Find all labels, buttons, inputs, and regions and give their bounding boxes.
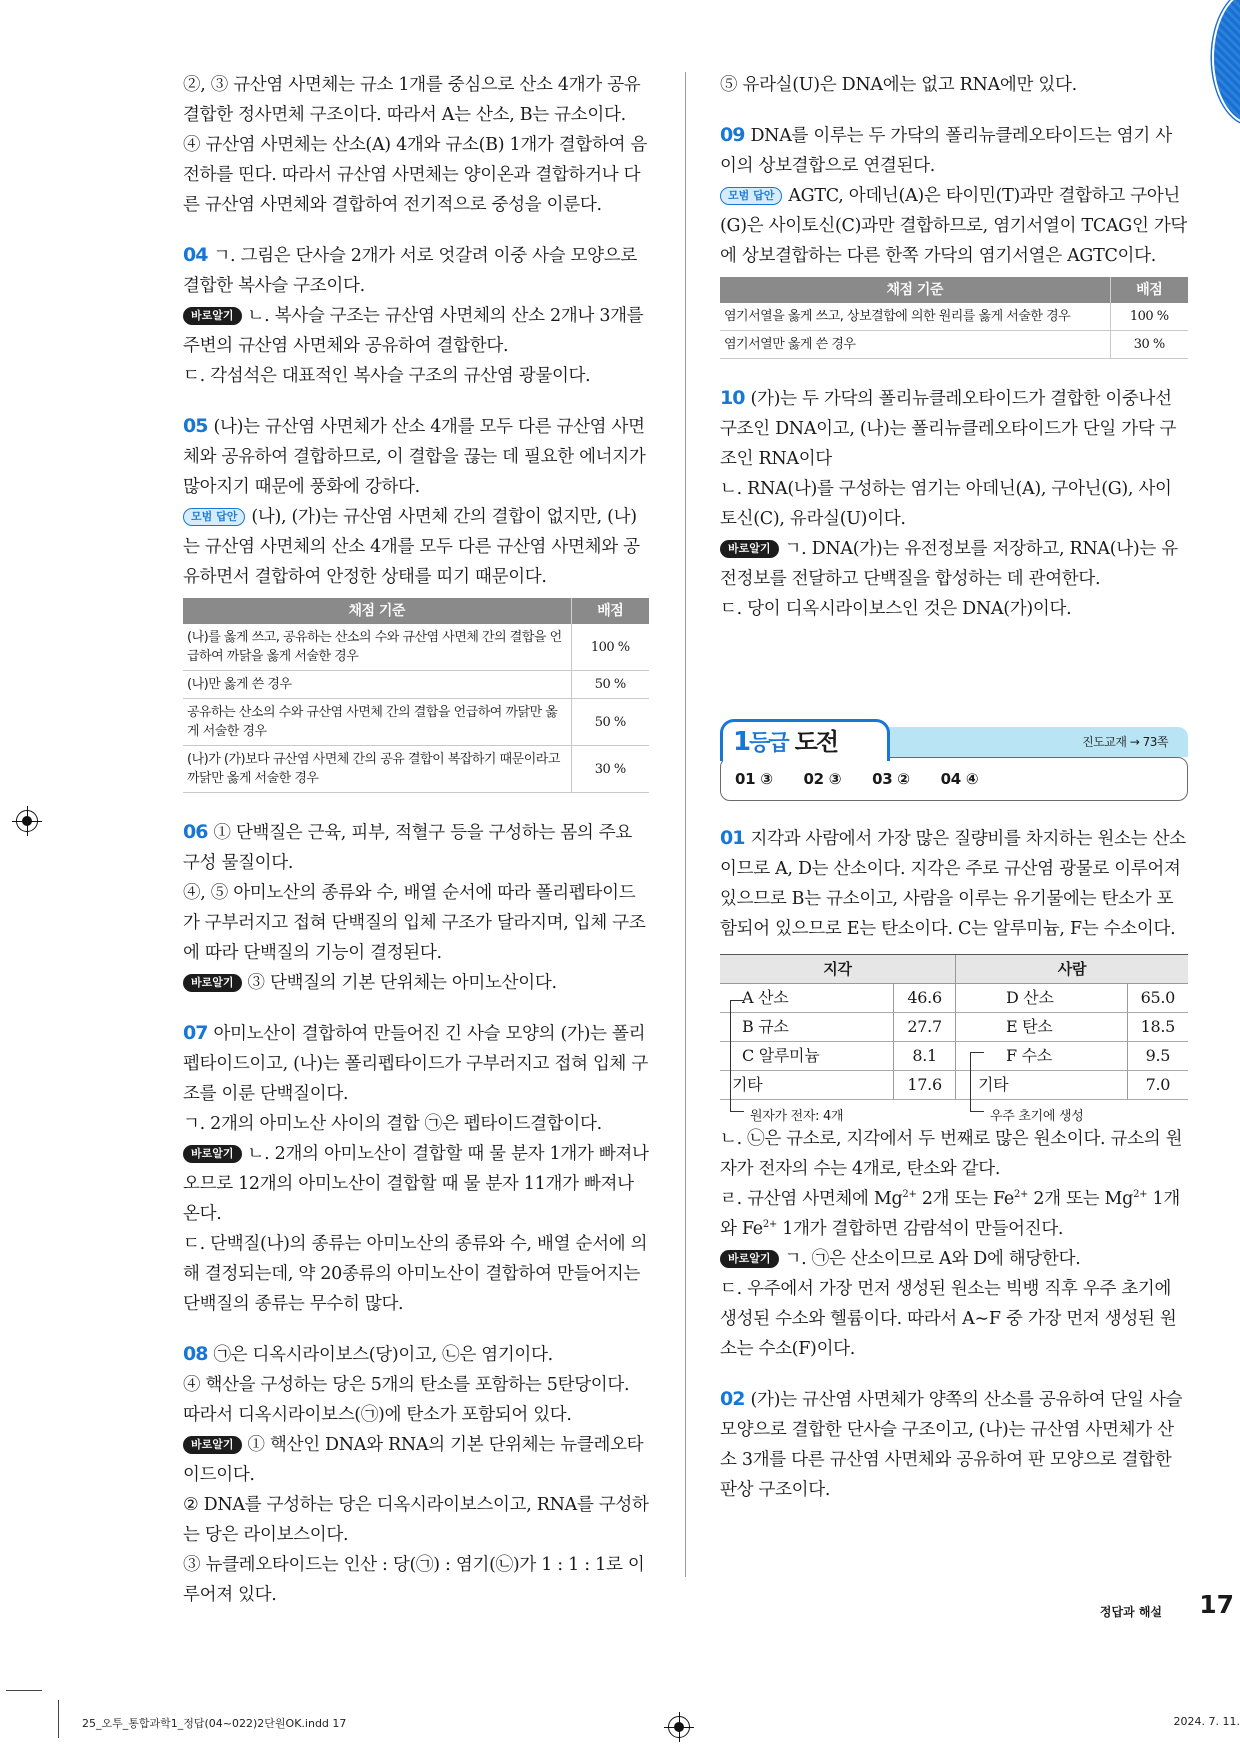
question-number: 05: [183, 415, 208, 437]
challenge-title: 1등급 도전: [720, 719, 890, 761]
paragraph: DNA를 이루는 두 가닥의 폴리뉴클레오타이드는 염기 사이의 상보결합으로 연결된다.: [720, 126, 1172, 176]
question-number: 07: [183, 1022, 208, 1044]
paragraph: ① 핵산인 DNA와 RNA의 기본 단위체는 뉴클레오타이드이다.: [183, 1435, 644, 1485]
paragraph: ㉠은 디옥시라이보스(당)이고, ㉡은 염기이다.: [213, 1345, 553, 1365]
paragraph: ②, ③ 규산염 사면체는 규소 1개를 중심으로 산소 4개가 공유결합한 정사면체 구조이다. 따라서 A는 산소, B는 규소이다.: [183, 75, 641, 125]
paragraph: ㄷ. 각섬석은 대표적인 복사슬 구조의 규산염 광물이다.: [183, 366, 591, 386]
table-row: C 알루미늄 8.1 F 수소 9.5: [720, 1042, 1188, 1071]
annotation-early-universe: 우주 초기에 생성: [990, 1109, 1084, 1124]
answer-key-item: 03 ②: [872, 770, 910, 788]
table-row: [183, 624, 649, 671]
table-cell: 100 %: [571, 624, 649, 671]
paragraph: (가)는 규산염 사면체가 양쪽의 산소를 공유하여 단일 사슬 모양으로 결합한 단사슬 구조이고, (나)는 규산염 사면체가 산소 3개를 다른 규산염 사면체와 공유하여 판 모양으로 결합한 판상 구조이다.: [720, 1390, 1183, 1500]
left-column: [183, 70, 649, 1610]
paragraph: ① 단백질은 근육, 피부, 적혈구 등을 구성하는 몸의 주요 구성 물질이다.: [183, 823, 632, 873]
paragraph: ㄴ. 2개의 아미노산이 결합할 때 물 분자 1개가 빠져나오므로 12개의 아미노산이 결합할 때 물 분자 11개가 빠져나온다.: [183, 1144, 649, 1224]
right-column: [720, 70, 1188, 1505]
paragraph: ㄴ. ㉡은 규소로, 지각에서 두 번째로 많은 원소이다. 규소의 원자가 전자의 수는 4개로, 탄소와 같다.: [720, 1129, 1183, 1179]
registration-mark-bottom: [668, 1716, 690, 1738]
chapter-tab-badge: [1212, 0, 1240, 125]
paragraph: ③ 뉴클레오타이드는 인산 : 당(㉠) : 염기(㉡)가 1 : 1 : 1로 이루어져 있다.: [183, 1555, 645, 1605]
column-divider: [685, 72, 686, 1577]
table-row: A 산소 46.6 D 산소 65.0: [720, 984, 1188, 1013]
column-header: 채점 기준: [720, 277, 1110, 303]
paragraph: ② DNA를 구성하는 당은 디옥시라이보스이고, RNA를 구성하는 당은 라이보스이다.: [183, 1495, 649, 1545]
question-number: 09: [720, 124, 745, 146]
footer-section-label: 정답과 해설: [1099, 1605, 1162, 1619]
grading-table: [183, 598, 649, 793]
table-cell: 염기서열을 옳게 쓰고, 상보결합에 의한 원리를 옳게 서술한 경우: [720, 303, 1110, 331]
model-answer-badge: 모범 답안: [720, 187, 782, 205]
grade1-challenge-header: [720, 719, 1188, 799]
paragraph: ④, ⑤ 아미노산의 종류와 수, 배열 순서에 따라 폴리펩타이드가 구부러지고 접혀 단백질의 입체 구조가 달라지며, 입체 구조에 따라 단백질의 기능이 결정된다.: [183, 883, 646, 963]
wrong-answer-badge: 바로알기: [183, 307, 242, 325]
question-number: 02: [720, 1388, 745, 1410]
question-number: 06: [183, 821, 208, 843]
paragraph: 아미노산이 결합하여 만들어진 긴 사슬 모양의 (가)는 폴리펩타이드이고, (나)는 폴리펩타이드가 구부러지고 접혀 입체 구조를 이룬 단백질이다.: [183, 1024, 649, 1104]
paragraph: ④ 규산염 사면체는 산소(A) 4개와 규소(B) 1개가 결합하여 음전하를 띤다. 따라서 규산염 사면체는 양이온과 결합하거나 다른 규산염 사면체와 결합하여 전기적으로 중성을 이룬다.: [183, 135, 648, 215]
crop-mark: [6, 1690, 42, 1691]
wrong-answer-badge: 바로알기: [183, 974, 242, 992]
answer-10: [720, 383, 1188, 624]
column-header: 사람: [955, 955, 1188, 984]
column-header: 배점: [1110, 277, 1188, 303]
wrong-answer-badge: 바로알기: [183, 1436, 242, 1454]
q08-continuation: [720, 70, 1188, 100]
paragraph: ㄱ. 2개의 아미노산 사이의 결합 ㉠은 펩타이드결합이다.: [183, 1114, 602, 1134]
paragraph: ㄷ. 단백질(나)의 종류는 아미노산의 종류와 수, 배열 순서에 의해 결정되는데, 약 20종류의 아미노산이 결합하여 만들어지는 단백질의 종류는 무수히 많다.: [183, 1234, 648, 1314]
table-row: [183, 671, 649, 699]
column-header: 지각: [720, 955, 955, 984]
page-number: 17: [1199, 1590, 1234, 1619]
paragraph: ㄱ. DNA(가)는 유전정보를 저장하고, RNA(나)는 유전정보를 전달하고 단백질을 합성하는 데 관여한다.: [720, 539, 1178, 589]
table-row: B 규소 27.7 E 탄소 18.5: [720, 1013, 1188, 1042]
paragraph: ㄹ. 규산염 사면체에 $Mg^{2+}$ 2개 또는 $Fe^{2+}$ 2개 또는 $Mg^{2+}$ 1개와 $Fe^{2+}$ 1개가 결합하면 감람석이 만들어진다.: [720, 1189, 1180, 1239]
question-number: 10: [720, 387, 745, 409]
bracket-line: [970, 1052, 984, 1112]
paragraph: ㄱ. 그림은 단사슬 2개가 서로 엇갈려 이중 사슬 모양으로 결합한 복사슬 구조이다.: [183, 246, 637, 296]
answer-08: [183, 1339, 649, 1610]
table-annotations: [720, 1100, 1188, 1124]
table-cell: 염기서열만 옳게 쓴 경우: [720, 331, 1110, 359]
bracket-line: [730, 1000, 744, 1112]
paragraph: 지각과 사람에서 가장 많은 질량비를 차지하는 원소는 산소이므로 A, D는 산소이다. 지각은 주로 규산염 광물로 이루어져 있으므로 B는 규소이고, 사람을 이루는 유기물에는 탄소가 포함되어 있으므로 E는 탄소이다. C는 알루미늄, F는 수소이다.: [720, 829, 1186, 939]
element-mass-table: [720, 954, 1188, 1100]
print-slug-filename: 25_오투_통합과학1_정답(04~022)2단원OK.indd 17: [82, 1717, 347, 1730]
table-cell: 50 %: [571, 699, 649, 746]
column-header: 배점: [571, 598, 649, 624]
answer-09: [720, 120, 1188, 359]
answer-05: [183, 411, 649, 793]
answer-06: [183, 817, 649, 998]
paragraph: (가)는 두 가닥의 폴리뉴클레오타이드가 결합한 이중나선구조인 DNA이고, (나)는 폴리뉴클레오타이드가 단일 가닥 구조인 RNA이다: [720, 389, 1177, 469]
challenge-answer-02: [720, 1384, 1188, 1505]
wrong-answer-badge: 바로알기: [720, 1250, 779, 1268]
paragraph: (나), (가)는 규산염 사면체 간의 결합이 없지만, (나)는 규산염 사면체의 산소 4개를 모두 다른 규산염 사면체와 공유하면서 결합하여 안정한 상태를 띠기 때문이다.: [183, 507, 640, 587]
answer-04: [183, 240, 649, 391]
answer-key-item: 02 ③: [803, 770, 842, 788]
registration-mark-left: [16, 810, 38, 832]
paragraph: ⑤ 유라실(U)은 DNA에는 없고 RNA에만 있다.: [720, 75, 1077, 95]
paragraph: ㄴ. RNA(나)를 구성하는 염기는 아데닌(A), 구아닌(G), 사이토신(C), 유라실(U)이다.: [720, 479, 1172, 529]
table-cell: 30 %: [571, 746, 649, 793]
annotation-valence: 원자가 전자: 4개: [750, 1109, 844, 1124]
paragraph: ㄷ. 당이 디옥시라이보스인 것은 DNA(가)이다.: [720, 599, 1072, 619]
table-row: [183, 699, 649, 746]
challenge-answer-01: [720, 823, 1188, 1364]
paragraph: ㄴ. 복사슬 구조는 규산염 사면체의 산소 2개나 3개를 주변의 규산염 사면체와 공유하여 결합한다.: [183, 306, 644, 356]
table-cell: 100 %: [1110, 303, 1188, 331]
grading-table: [720, 277, 1188, 359]
column-header: 채점 기준: [183, 598, 571, 624]
table-cell: 50 %: [571, 671, 649, 699]
wrong-answer-badge: 바로알기: [720, 540, 779, 558]
table-row: 기타 17.6 기타 7.0: [720, 1071, 1188, 1100]
table-row: [720, 331, 1188, 359]
table-cell: (나)를 옳게 쓰고, 공유하는 산소의 수와 규산염 사면체 간의 결합을 언급하여 까닭을 옳게 서술한 경우: [183, 624, 571, 671]
paragraph: ㄱ. ㉠은 산소이므로 A와 D에 해당한다.: [784, 1249, 1081, 1269]
q03-continuation: [183, 70, 649, 220]
table-row: [720, 303, 1188, 331]
textbook-reference: 진도교재 → 73쪽: [880, 727, 1188, 757]
answer-key-item: 01 ③: [735, 770, 773, 788]
model-answer-badge: 모범 답안: [183, 508, 245, 526]
answer-key-item: 04 ④: [940, 770, 979, 788]
answer-07: [183, 1018, 649, 1319]
paragraph: AGTC, 아데닌(A)은 타이민(T)과만 결합하고 구아닌(G)은 사이토신(C)과만 결합하므로, 염기서열이 TCAG인 가닥에 상보결합하는 다른 한쪽 가닥의 염기서열은 AGTC이다.: [720, 186, 1188, 266]
print-slug-date: 2024. 7. 11.: [1173, 1715, 1240, 1728]
question-number: 01: [720, 827, 745, 849]
table-row: [183, 746, 649, 793]
paragraph: ㄷ. 우주에서 가장 먼저 생성된 원소는 빅뱅 직후 우주 초기에 생성된 수소와 헬륨이다. 따라서 A∼F 중 가장 먼저 생성된 원소는 수소(F)이다.: [720, 1279, 1177, 1359]
question-number: 08: [183, 1343, 208, 1365]
table-cell: 30 %: [1110, 331, 1188, 359]
table-cell: (나)만 옳게 쓴 경우: [183, 671, 571, 699]
wrong-answer-badge: 바로알기: [183, 1145, 242, 1163]
paragraph: ③ 단백질의 기본 단위체는 아미노산이다.: [247, 973, 557, 993]
question-number: 04: [183, 244, 208, 266]
table-cell: 공유하는 산소의 수와 규산염 사면체 간의 결합을 언급하여 까닭만 옳게 서술한 경우: [183, 699, 571, 746]
table-cell: (나)가 (가)보다 규산염 사면체 간의 공유 결합이 복잡하기 때문이라고 까닭만 옳게 서술한 경우: [183, 746, 571, 793]
crop-mark: [58, 1700, 59, 1738]
paragraph: ④ 핵산을 구성하는 당은 5개의 탄소를 포함하는 5탄당이다. 따라서 디옥시라이보스(㉠)에 탄소가 포함되어 있다.: [183, 1375, 630, 1425]
paragraph: (나)는 규산염 사면체가 산소 4개를 모두 다른 규산염 사면체와 공유하여 결합하므로, 이 결합을 끊는 데 필요한 에너지가 많아지기 때문에 풍화에 강하다.: [183, 417, 646, 497]
